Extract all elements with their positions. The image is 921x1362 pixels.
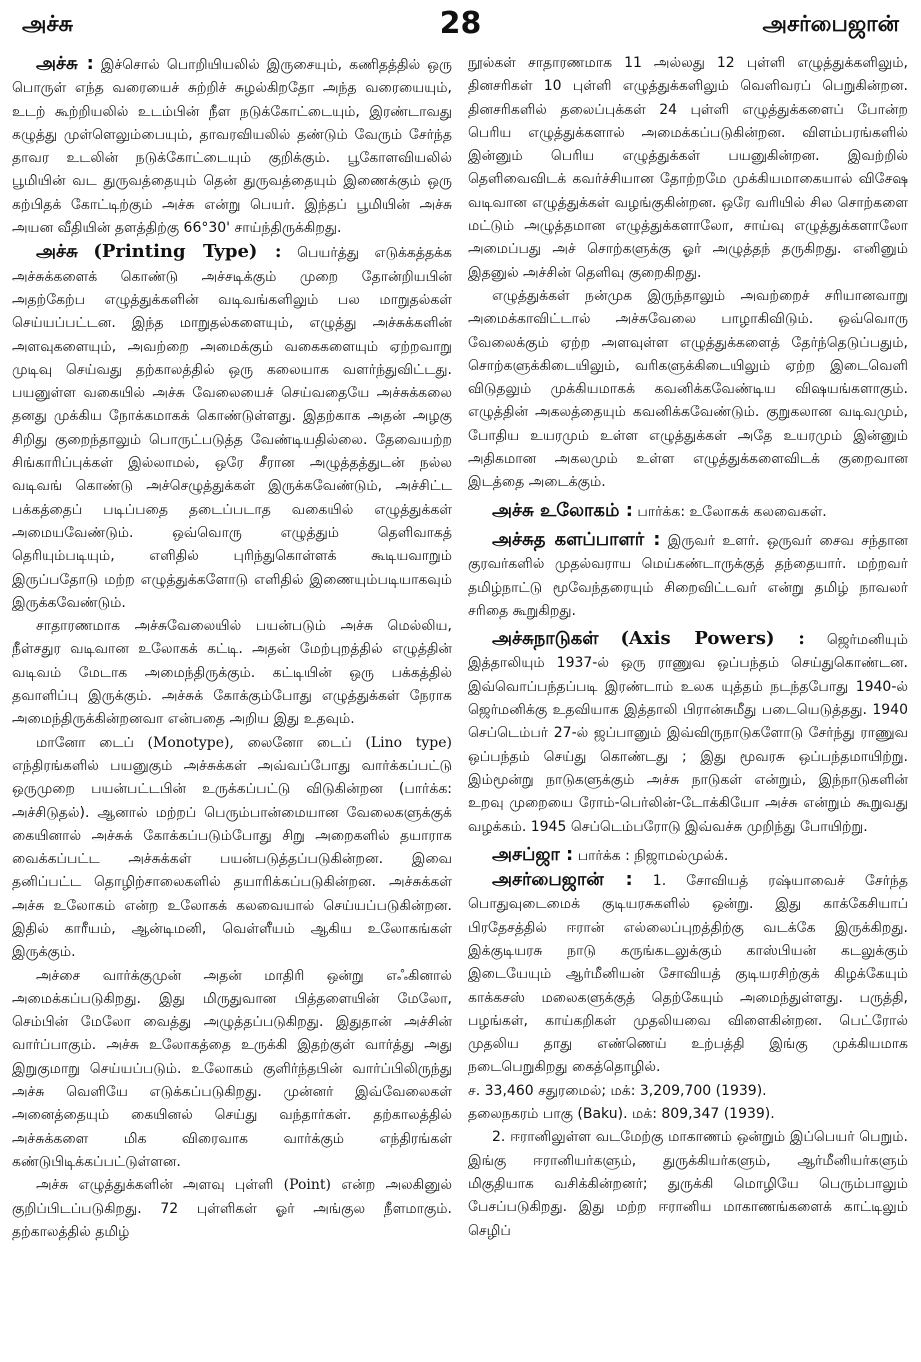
text: லைனோ டைப் [247, 734, 352, 751]
page-number: 28 [439, 6, 482, 41]
term-english: (Monotype), [147, 734, 234, 751]
entry-asapja [468, 843, 908, 868]
term-english: (Point) [283, 1177, 331, 1194]
entry-body: பார்க்க : நிஜாமல்முல்க். [577, 847, 729, 864]
headword: அச்சு : [36, 53, 94, 74]
paragraph: சாதாரணமாக அச்சுவேலையில் பயன்படும் அச்சு மெல்லிய, நீள்சதுர வடிவான உலோகக் கட்டி. அதன் மேற்புறத்தில் எழுத்தின் வடிவம் மேடாக அமைந்திருக்கும். கட்டியின் ஒரு பக்கத்தில் தவாளிப்பு இருக்கும். அச்சுக் கோக்கும்போது எழுத்துக்கள் நேராக அமைந்திருக்கின்றனவா என்பதை அறிய இது உதவும். [12, 618, 452, 728]
headword-english: (Axis Powers) : [620, 628, 805, 650]
entry-body: இச்சொல் பொறியியலில் இருசையும், கணிதத்தில் ஒரு பொருள் எந்த வரையைச் சுற்றிச் சுழல்கிறதோ அந்த வரையையும், உடற் கூற்றியலில் உடம்பின் நீள நடுக்கோட்டையும், இரண்டாவது கழுத்து முள்ளெலும்பையும், தாவரவியலில் தண்டும் வேரும் சேர்ந்த தாவர உடலின் நடுக்கோட்டையும் குறிக்கும். பூகோளவியலில் பூமியின் வட துருவத்தையும் தென் துருவத்தையும் இணைக்கும் ஒரு கற்பிதக் கோட்டிற்கும் அச்சு என்று பெயர். இந்தப் பூமியின் அச்சு அயன வீதியின் தளத்திற்கு 66°30' சாய்ந்திருக்கிறது. [12, 57, 452, 237]
entry-achu-axis [12, 52, 452, 240]
paragraph-point [12, 1174, 452, 1244]
headword: அச்சுத களப்பாளர் : [492, 528, 661, 550]
stat-line-capital: தலைநகரம் பாகு (Baku). மக்: 809,347 (1939). [468, 1106, 775, 1123]
paragraph: 2. ஈரானிலுள்ள வடமேற்கு மாகாணம் ஒன்றும் இப்பெயர் பெறும். இங்கு ஈரானியர்களும், துருக்கியர்களும், ஆர்மீனியர்களும் மிகுதியாக வசிக்கின்றனர்; துருக்கி மொழியே பெரும்பாலும் பேசப்படுகிறது. இது மற்ற ஈரானிய மாகாணங்களைக் காட்டிலும் செழிப் [468, 1129, 908, 1239]
entry-achu-ulogam [468, 499, 908, 524]
page-header [12, 6, 909, 52]
headword-english: (Printing Type) : [93, 241, 282, 263]
headword: அசர்பைஜான் : [492, 869, 633, 891]
paragraph: எழுத்துக்கள் நன்முக இருந்தாலும் அவற்றைச் சரியானவாறு அமைக்காவிட்டால் அச்சுவேலை பாழாகிவிடும். ஒவ்வொரு வேலைக்கும் ஏற்ற அளவுள்ள எழுத்துக்களைத் தேர்ந்தெடுப்பதும், சொற்களுக்கிடையிலும், வரிகளுக்கிடையிலும் ஏற்ற இடைவெளி விடுதலும் முக்கியமாகக் கவனிக்கவேண்டிய விஷயங்களாகும். எழுத்தின் அகலத்தையும் கவனிக்கவேண்டும். குறுகலான வடிவமும், போதிய உயரமும் உள்ள எழுத்துக்கள் அதே உயரமும் இன்னும் அதிகமான அகலமும் உள்ள எழுத்துக்களைவிடக் குறைவான இடத்தை அடைக்கும். [468, 287, 908, 491]
entry-axis-powers [468, 627, 908, 839]
headword: அச்சு உலோகம் : [492, 499, 633, 521]
term-english: (Lino type) [365, 734, 452, 751]
entry-body: பார்க்க: உலோகக் கலவைகள். [637, 503, 827, 520]
headword: அசப்ஜா : [492, 843, 574, 865]
text: மானோ டைப் [36, 734, 134, 751]
text: அச்சு எழுத்துக்களின் அளவு புள்ளி [36, 1177, 274, 1194]
entry-body: இருவர் உளர். ஒருவர் சைவ சந்தான குரவர்களில் முதல்வராய மெய்கண்டாருக்குத் தந்தையார். மற்றவர் தமிழ்நாட்டு மூவேந்தரையும் சிறைவிட்டவர் என்று தமிழ் நாவலர் சரிதை கூறுகிறது. [468, 532, 908, 619]
text: எந்திரங்களில் பயனுகும் அச்சுக்கள் அவ்வப்போது வார்க்கப்பட்டு ஒருமுறை பயன்பட்டபின் உருக்கப்பட்டு விடுகின்றன (பார்க்க: அச்சிடுதல்). ஆனால் மற்றப் பெரும்பான்மையான வேலைகளுக்குக் கையினால் அச்சுக் கோக்கப்படும்போது சிறு அறைகளில் தயாராக வைக்கப்பட்ட அச்சுக்கள் பயன்படுத்தப்படுகின்றன. இவை தனிப்பட்ட தொழிற்சாலைகளில் தயாரிக்கப்படுகின்றன. அச்சுக்கள் அச்சு உலோகம் என்ற உலோகக் கலவையால் செய்யப்படுகின்றன. இதில் காரீயம், ஆன்டிமனி, வெள்ளீயம் ஆகிய உலோகங்கள் இருக்கும். [12, 757, 452, 961]
entry-body: 1. சோவியத் ரஷ்யாவைச் சேர்ந்த பொதுவுடைமைக் குடியரசுகளில் ஒன்று. இது காக்கேசியாப் பிரதேசத்தில் ஈரான் எல்லைப்புறத்திற்கு வடக்கே இருக்கிறது. இக்குடியரசு நாடு கருங்கடலுக்கும் காஸ்பியன் கடலுக்கும் இடையேயும் ஆர்மீனியன் சோவியத் குடியரசிற்குக் கிழக்கேயும் காக்கசஸ் மலைகளுக்குத் தெற்கேயும் அமைந்துள்ளது. பருத்தி, பழங்கள், காய்கறிகள் முதலியவை விளைகின்றன. பெட்ரோல் முதலிய தாது எண்ணெய் உற்பத்தி இங்கு முக்கியமாக நடைபெறுகிறது கைத்தொழில். [468, 873, 909, 1076]
entry-body: பெயர்த்து எடுக்கத்தக்க அச்சுக்களைக் கொண்டு அச்சடிக்கும் முறை தோன்றியபின் அதற்கேற்ப எழுத்துக்களின் வடிவங்களிலும் பல மாறுதல்கள் செய்யப்பட்டன. இந்த மாறுதல்களையும், எழுத்து அச்சுக்களின் அளவுகளையும், அவற்றை அமைக்கும் வகைகளையும் ஏற்றவாறு முடிவு செய்வது தற்காலத்தில் ஒரு கலையாக வளர்ந்துவிட்டது. பயனுள்ள வகையில் அச்சு வேலையைச் செய்வதையே அச்சுக்கலை தனது முக்கிய நோக்கமாகக் கொண்டுள்ளது. இதற்காக அதன் அழகு சிறிது குறைந்தாலும் பொருட்படுத்த வேண்டியதில்லை. தேவையற்ற சிங்காரிப்புக்கள் இல்லாமல், ஒரே சீரான அழுத்தத்துடன் நல்ல வடிவங் கொண்டு அச்செழுத்துக்கள் இருக்கவேண்டும், அச்சிட்ட பக்கத்தைப் படிப்பதை தடைப்படாத வகையில் எழுத்துக்கள் அமையவேண்டும். ஒவ்வொரு எழுத்தும் தெளிவாகத் தெரியும்படியும், எளிதில் புரிந்துகொள்ளக் கூடியவாறும் இருப்பதோடு மற்ற எழுத்துக்களோடு எளிதில் இணையும்படியாகவும் இருக்கவேண்டும். [12, 245, 453, 611]
entry-body: ஜெர்மனியும் இத்தாலியும் 1937-ல் ஒரு ராணுவ ஒப்பந்தம் செய்துகொண்டன. இவ்வொப்பந்தப்படி இரண்டாம் உலக யுத்தம் நடந்தபோது 1940-ல் ஜெர்மனிக்கு உதவியாக இத்தாலி பிரான்சுமீது படையெடுத்தது. 1940 செப்டெம்பர் 27-ல் ஜப்பானும் இவ்விருநாடுகளோடு சேர்ந்து ராணுவ ஒப்பந்தம் செய்து கொண்டது ; இது மூவரசு ஒப்பந்தமாயிற்று. இம்மூன்று நாடுகளுக்கும் அச்சு நாடுகள் என்றும், இந்நாடுகளின் உறவு முறையை ரோம்-பெர்லின்-டோக்கியோ அச்சு என்றும் கூறுவது வழக்கம். 1945 செப்டெம்பரோடு இவ்வச்சு முறிந்து போயிற்று. [468, 632, 909, 835]
paragraph-monotype [12, 732, 452, 965]
headword: அச்சு [36, 241, 78, 263]
entry-achutha-kalappalar [468, 528, 908, 623]
right-column [468, 52, 908, 1244]
running-head-right: அசர்பைஜான் [762, 12, 899, 37]
entry-azerbaijan [468, 868, 908, 1080]
headword: அச்சுநாடுகள் [492, 628, 599, 650]
paragraph: நூல்கள் சாதாரணமாக 11 அல்லது 12 புள்ளி எழுத்துக்களிலும், தினசரிகள் 10 புள்ளி எழுத்துக்களிலும் வெளிவரப் பெறுகின்றன. தினசரிகளில் தலைப்புக்கள் 24 புள்ளி எழுத்துக்களைப் போன்ற பெரிய எழுத்துக்களால் அமைக்கப்படுகின்றன. விளம்பரங்களில் இன்னும் பெரிய எழுத்துக்கள் பயனுகின்றன. இவற்றில் தெளிவைவிடக் கவர்ச்சியான தோற்றமே முக்கியமாகையால் விசேஷ வடிவான எழுத்துக்கள் வழங்குகின்றன. ஒரே வரியில் சில சொற்களை மட்டும் அழுத்தமான எழுத்துக்களாலோ, சாய்வு எழுத்துக்களாலோ அமைப்பது அச் சொற்களுக்கு ஓர் அழுத்தந் தருகிறது. எனினும் இதனுல் அச்சின் தெளிவு குறைகிறது. [468, 55, 908, 281]
entry-printing-type [12, 240, 452, 615]
text-columns [12, 52, 909, 1244]
running-head-left: அச்சு [22, 12, 73, 37]
stat-line-area: ச. 33,460 சதுரமைல்; மக்: 3,209,700 (1939). [468, 1082, 767, 1099]
left-column [12, 52, 452, 1244]
paragraph: அச்சை வார்க்குமுன் அதன் மாதிரி ஒன்று எஃகினால் அமைக்கப்படுகிறது. இது மிருதுவான பித்தளையின் மேலோ, செம்பின் மேலோ வைத்து அழுத்தப்படுகிறது. இதுதான் அச்சின் வார்ப்பாகும். அச்சு உலோகத்தை உருக்கி இதற்குள் வார்த்து அது இறுகுமாறு செய்யப்படும். உலோகம் குளிர்ந்தபின் வார்ப்பிலிருந்து அச்சு வெளியே எடுக்கப்படுகிறது. முன்னர் இவ்வேலைகள் அனைத்தையும் கையினல் செய்து வந்தார்கள். தற்காலத்தில் அச்சுக்களை மிக விரைவாக வார்க்கும் எந்திரங்கள் கண்டுபிடிக்கப்பட்டுள்ளன. [12, 967, 452, 1170]
text: என்ற அலகினுல் குறிப்பிடப்படுகிறது. 72 புள்ளிகள் ஓர் அங்குல நீளமாகும். தற்காலத்தில் தமிழ் [12, 1177, 453, 1240]
